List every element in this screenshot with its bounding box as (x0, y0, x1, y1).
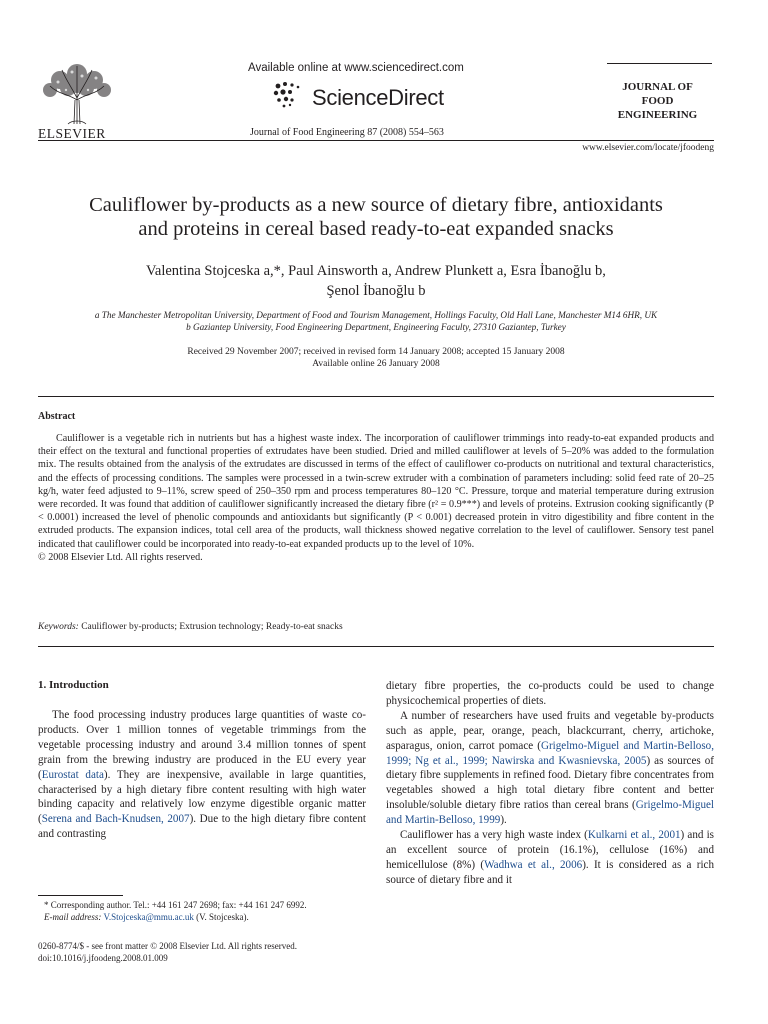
sciencedirect-logo-icon (272, 80, 308, 112)
abstract-body (38, 432, 714, 564)
front-matter (38, 940, 297, 964)
article-title (38, 193, 714, 241)
email-label: E-mail address: (44, 912, 102, 922)
paragraph-text: ). (500, 814, 507, 827)
author-line: Valentina Stojceska a,*, Paul Ainsworth a, Andrew Plunkett a, Esra İbanoğlu b, (146, 263, 606, 279)
abstract-top-divider (38, 396, 714, 397)
email-note (38, 911, 368, 923)
citation-link[interactable]: Wadhwa et al., 2006 (484, 858, 583, 871)
body-top-divider (38, 646, 714, 647)
journal-title-line: JOURNAL OF (622, 81, 693, 93)
article-history (38, 346, 714, 370)
journal-title-rule (607, 63, 712, 64)
keywords-label: Keywords: (38, 622, 79, 632)
journal-url-link[interactable]: www.elsevier.com/locate/jfoodeng (582, 143, 714, 153)
intro-paragraph (386, 709, 714, 828)
intro-paragraph (38, 708, 366, 842)
keywords-text: Cauliflower by-products; Extrusion technology; Ready-to-eat snacks (81, 622, 343, 632)
author-line: Şenol İbanoğlu b (326, 283, 426, 299)
paragraph-text: ). Due to the high dietary fibre content and contrasting (38, 813, 366, 841)
paragraph-text: Cauliflower has a very high waste index ( (400, 829, 588, 842)
doi-line: doi:10.1016/j.jfoodeng.2008.01.009 (38, 953, 168, 963)
affiliation-b: b Gaziantep University, Food Engineering Department, Engineering Faculty, 27310 Gaziantep, Turkey (186, 322, 566, 332)
abstract-text: Cauliflower is a vegetable rich in nutrients but has a highest waste index. The incorporation of cauliflower trimmings into ready-to-eat expanded products and their effect on the textural and functional properties of extrudates have been studied. Dried and milled cauliflower at levels of 5–20% was added to the formulation mix. The results obtained from the analysis of the extrudates are discussed in terms of the effect of cauliflower co-products on nutritional and textural characteristics, and the effects of processing conditions. The samples were processed in a twin-screw extruder with a combination of parameters including: solid feed rate of 20–25 kg/h, water feed adjusted to 9–11%, screw speed of 250–350 rpm and process temperatures 80–120 °C. Pressure, torque and material temperature during extrusion were recorded. It was found that addition of cauliflower significantly increased the dietary fibre (r² = 0.9***) and levels of proteins. Extrusion cooking significantly (P < 0.0001) increased the level of phenolic compounds and antioxidants but significantly (P < 0.001) decreased protein in vitro digestibility and fibre content in the extruded products. The expansion indices, total cell area of the products, wall thickness showed negative correlation to the level of cauliflower. Sensory test panel indicated that cauliflower could be incorporated into ready-to-eat expanded products up to the level of 10%. (38, 433, 714, 550)
keywords (38, 622, 343, 632)
article-title-line: and proteins in cereal based ready-to-eat expanded snacks (138, 218, 614, 240)
footnote-divider (38, 895, 123, 896)
citation-link[interactable]: Kulkarni et al., 2001 (587, 829, 681, 842)
paragraph-text: ) as sources of dietary fibre supplements in refined food. Dietary fibre concentrates from vegetables showed a high total dietary fibre content and better insoluble/soluble dietary fibre ratios than cereal brans ( (386, 754, 714, 812)
sciencedirect-wordmark: ScienceDirect (312, 85, 444, 110)
paragraph-text: The food processing industry produces large quantities of waste co-products. Over 1 million tonnes of vegetable trimmings from the vegetable processing industry and around 3.4 million tonnes of spent grain from the brewing industry are produced in the EU every year ( (38, 709, 366, 781)
journal-title-line: ENGINEERING (617, 109, 698, 121)
author-list (38, 261, 714, 301)
publisher-name: ELSEVIER (38, 126, 106, 141)
citation-link[interactable]: Grigelmo-Miguel and Martin-Belloso, 1999; Ng et al., 1999; Nawirska and Kwasnievska, 2005 (386, 739, 714, 767)
journal-title-line: FOOD (641, 95, 674, 107)
affiliations (38, 309, 714, 333)
email-suffix: (V. Stojceska). (196, 912, 249, 922)
copyright-notice: © 2008 Elsevier Ltd. All rights reserved. (38, 551, 203, 563)
paragraph-text: A number of researchers have used fruits and vegetable by-products such as apple, pear, orange, peach, blackcurrant, cherry, artichoke, asparagus, onion, carrot pomace ( (386, 709, 714, 752)
footnote (38, 899, 368, 923)
issn-line: 0260-8774/$ - see front matter © 2008 Elsevier Ltd. All rights reserved. (38, 941, 298, 951)
article-title-line: Cauliflower by-products as a new source of dietary fibre, antioxidants (89, 194, 663, 216)
journal-title-box (600, 80, 715, 122)
affiliation-a: a The Manchester Metropolitan University, Department of Food and Tourism Management, Hollings Faculty, Old Hall Lane, Manchester M14 6HR, UK (94, 310, 658, 320)
intro-paragraph (386, 828, 714, 888)
left-column (38, 708, 366, 842)
citation-link[interactable]: Grigelmo-Miguel and Martin-Belloso, 1999 (386, 799, 714, 827)
corresponding-author-note: * Corresponding author. Tel.: +44 161 247 2698; fax: +44 161 247 6992. (44, 900, 307, 910)
intro-paragraph: dietary fibre properties, the co-products could be used to change physicochemical properties of diets. (386, 680, 714, 707)
available-online-date: Available online 26 January 2008 (312, 359, 440, 369)
journal-reference: Journal of Food Engineering 87 (2008) 554–563 (250, 127, 444, 138)
header-divider (38, 140, 714, 141)
available-online-text: Available online at www.sciencedirect.com (248, 62, 464, 74)
section-heading-introduction: 1. Introduction (38, 679, 109, 691)
received-dates: Received 29 November 2007; received in revised form 14 January 2008; accepted 15 January 2008 (187, 347, 565, 357)
paragraph-text: ). It is considered as a rich source of dietary fibre and it (386, 858, 715, 886)
paragraph-text: ). They are inexpensive, available in large quantities, characterised by a high dietary fibre content resulting with high water binding capacity and relatively low enzyme digestible organic matter ( (38, 768, 366, 826)
citation-link[interactable]: Serena and Bach-Knudsen, 2007 (41, 813, 190, 826)
right-column (386, 679, 714, 888)
email-link[interactable]: V.Stojceska@mmu.ac.uk (103, 912, 194, 922)
citation-link[interactable]: Eurostat data (41, 768, 104, 781)
abstract-heading: Abstract (38, 411, 76, 422)
paragraph-text: ) and is an excellent source of protein (16.1%), cellulose (16%) and hemicellulose (8%) ( (386, 829, 714, 871)
